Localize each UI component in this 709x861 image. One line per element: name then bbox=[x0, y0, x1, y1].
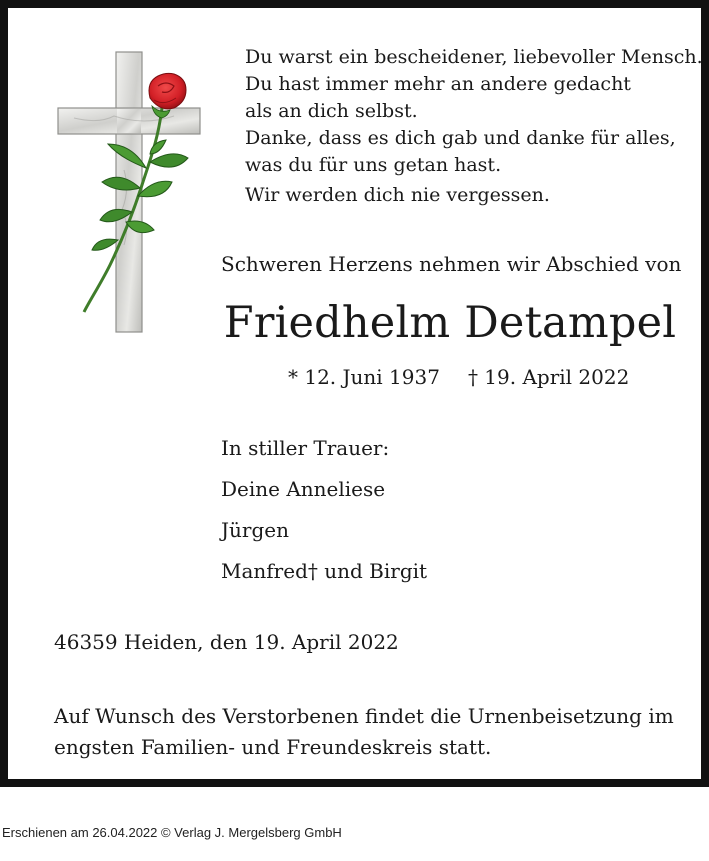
poem-line: Danke, dass es dich gab und danke für alles, bbox=[245, 127, 676, 149]
burial-note-line: Auf Wunsch des Verstorbenen findet die Urnenbeisetzung im bbox=[54, 704, 674, 728]
mourner: Deine Anneliese bbox=[221, 477, 386, 501]
cross-with-rose-icon bbox=[54, 50, 204, 335]
birth-date: * 12. Juni 1937 bbox=[288, 365, 440, 389]
poem-line: was du für uns getan hast. bbox=[245, 154, 502, 176]
death-date: † 19. April 2022 bbox=[467, 365, 630, 389]
burial-note bbox=[54, 701, 684, 763]
mourner: Jürgen bbox=[221, 518, 289, 542]
poem-line: Du warst ein bescheidener, liebevoller Mensch. bbox=[245, 46, 703, 68]
poem-line: Wir werden dich nie vergessen. bbox=[245, 184, 550, 206]
poem-line: als an dich selbst. bbox=[245, 100, 418, 122]
mourner: Manfred† und Birgit bbox=[221, 559, 428, 583]
burial-note-line: engsten Familien- und Freundeskreis statt. bbox=[54, 735, 492, 759]
farewell-intro: Schweren Herzens nehmen wir Abschied von bbox=[221, 252, 682, 276]
life-dates bbox=[288, 365, 629, 389]
mourners-heading: In stiller Trauer: bbox=[221, 436, 390, 460]
deceased-name: Friedhelm Detampel bbox=[223, 298, 677, 348]
poem-line: Du hast immer mehr an andere gedacht bbox=[245, 73, 631, 95]
place-and-date: 46359 Heiden, den 19. April 2022 bbox=[54, 630, 399, 654]
poem bbox=[245, 44, 703, 209]
mourners-list bbox=[221, 436, 427, 600]
publication-footer: Erschienen am 26.04.2022 © Verlag J. Mergelsberg GmbH bbox=[2, 825, 342, 840]
